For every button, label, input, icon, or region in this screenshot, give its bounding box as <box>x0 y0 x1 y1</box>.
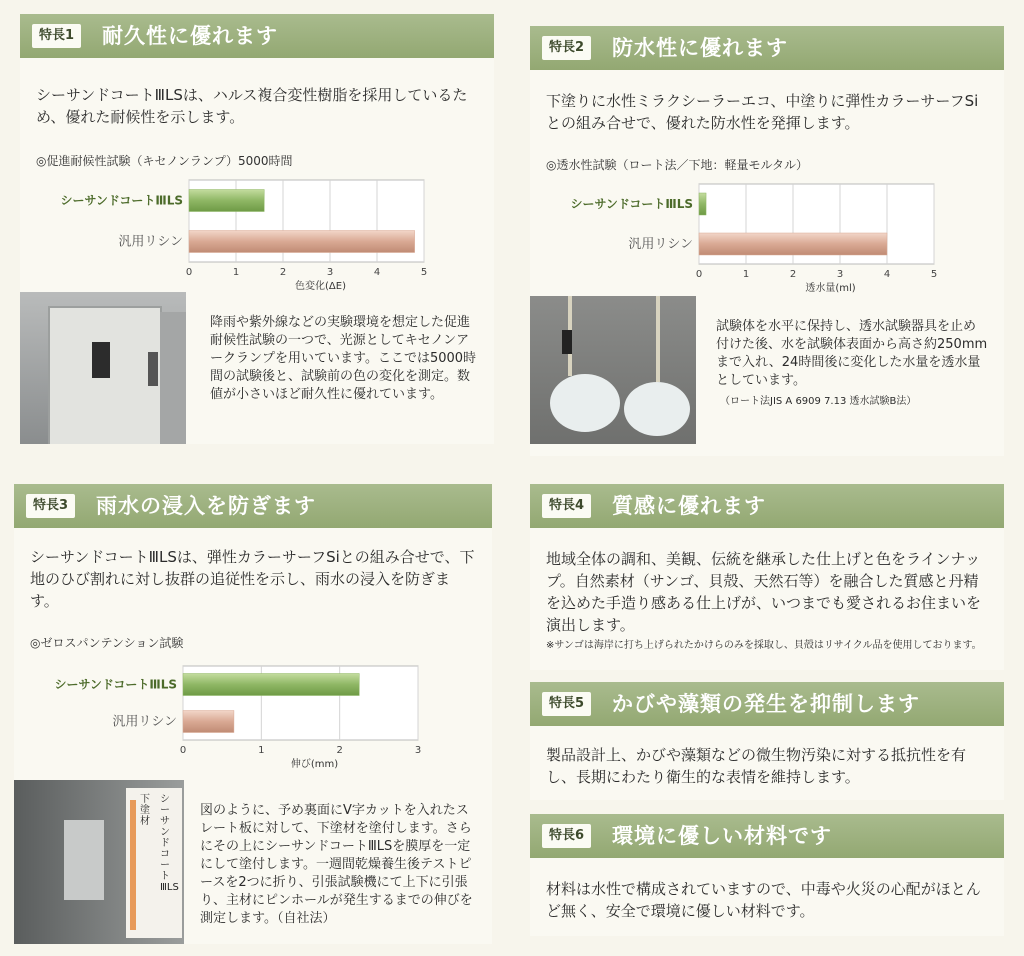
tension-test-photo <box>14 780 184 944</box>
feature-1-header <box>20 14 494 58</box>
feature-4-note: ※サンゴは海岸に打ち上げられたかけらのみを採取し、貝殻はリサイクル品を使用しております。 <box>546 640 982 651</box>
feature-3-header <box>14 484 492 528</box>
tick-label: 0 <box>179 745 187 756</box>
tick-label: 3 <box>836 269 844 280</box>
tick-label: 3 <box>326 267 334 278</box>
feature-3-title: 雨水の浸入を防ぎます <box>96 493 316 518</box>
axis-label: 伸び(mm) <box>290 759 339 770</box>
bar <box>189 231 415 253</box>
feature-4-title: 質感に優れます <box>612 493 766 518</box>
tick-label: 4 <box>373 267 381 278</box>
photo-label-primer: 下塗材 <box>140 794 150 827</box>
feature-2-panel <box>530 26 1004 456</box>
tick-label: 0 <box>695 269 703 280</box>
bar <box>699 233 887 255</box>
feature-6-title: 環境に優しい材料です <box>612 823 832 848</box>
tick-label: 1 <box>258 745 265 756</box>
feature-6-tag: 特長6 <box>542 824 591 848</box>
tick-label: 2 <box>789 269 797 280</box>
feature-1-description: 降雨や紫外線などの実験環境を想定した促進耐候性試験の一つで、光源としてキセノンアークランプを用いています。ここでは5000時間の試験後と、試験前の色の変化を測定。数値が小さいほど耐久性に優れています。 <box>210 315 477 402</box>
feature-2-standard-note: （ロート法JIS A 6909 7.13 透水試験B法） <box>720 396 917 407</box>
feature-2-text: 下塗りに水性ミラクシーラーエコ、中塗りに弾性カラーサーフSiとの組み合せで、優れた防水性を発揮します。 <box>546 92 979 132</box>
tick-label: 1 <box>232 267 240 278</box>
bar <box>189 190 264 212</box>
feature-4-text: 地域全体の調和、美観、伝統を継承した仕上げと色をラインナップ。自然素材（サンゴ、貝殻、天然石等）を融合した質感と丹精を込めた手造り感ある仕上げが、いつまでも愛されるお住まいを演出します。 <box>546 550 982 634</box>
tick-label: 2 <box>336 745 343 756</box>
category-label: 汎用リシン <box>118 234 183 250</box>
tick-label: 5 <box>930 269 938 280</box>
feature-6-panel <box>530 814 1004 936</box>
feature-1-test-name: ◎促進耐候性試験（キセノンランプ）5000時間 <box>36 154 293 168</box>
feature-3-description: 図のように、予め裏面にV字カットを入れたスレート板に対して、下塗材を塗付します。さらにその上にシーサンドコートⅢLSを膜厚を一定にして塗付します。一週間乾燥養生後テストピースを2つに折り、引張試験機にて上下に引張り、主材にピンホールが発生するまでの伸びを測定します。（自社法） <box>200 803 473 926</box>
feature-6-header <box>530 814 1004 858</box>
tick-label: 0 <box>185 267 193 278</box>
feature-5-header <box>530 682 1004 726</box>
feature-2-header <box>530 26 1004 70</box>
feature-1-panel <box>20 14 494 444</box>
feature-5-text: 製品設計上、かびや藻類などの微生物汚染に対する抵抗性を有し、長期にわたり衛生的な表情を維持します。 <box>546 746 967 786</box>
category-label: 汎用リシン <box>628 237 693 252</box>
tick-label: 4 <box>883 269 891 280</box>
feature-3-panel <box>14 484 492 944</box>
feature-1-text: シーサンドコートⅢLSは、ハルス複合変性樹脂を採用しているため、優れた耐候性を示します。 <box>36 86 468 126</box>
durability-chart <box>24 174 494 298</box>
category-label: シーサンドコートⅢLS <box>570 197 693 211</box>
axis-label: 色変化(ΔE) <box>295 281 346 292</box>
feature-1-tag: 特長1 <box>32 24 81 48</box>
feature-4-panel <box>530 484 1004 670</box>
tick-label: 2 <box>279 267 287 278</box>
feature-3-tag: 特長3 <box>26 494 75 518</box>
category-label: 汎用リシン <box>112 714 177 730</box>
feature-3-text: シーサンドコートⅢLSは、弾性カラーサーフSiとの組み合せで、下地のひび割れに対し抜群の追従性を示し、雨水の浸入を防ぎます。 <box>30 548 475 610</box>
photo-label-coat: シーサンドコートⅢLS <box>160 794 179 893</box>
tick-label: 1 <box>742 269 750 280</box>
feature-3-test-name: ◎ゼロスパンテンション試験 <box>30 636 184 650</box>
feature-2-description: 試験体を水平に保持し、透水試験器具を止め付けた後、水を試験体表面から高さ約250mmまで入れ、24時間後に変化した水量を透水量としています。 <box>716 319 988 388</box>
water-permeability-chart <box>534 178 1004 300</box>
feature-2-test-name: ◎透水性試験（ロート法／下地：軽量モルタル） <box>546 158 808 172</box>
feature-2-title: 防水性に優れます <box>612 35 788 60</box>
feature-1-title: 耐久性に優れます <box>102 23 278 48</box>
feature-4-header <box>530 484 1004 528</box>
elongation-chart <box>18 660 488 776</box>
feature-4-tag: 特長4 <box>542 494 591 518</box>
feature-5-title: かびや藻類の発生を抑制します <box>612 691 920 716</box>
feature-5-tag: 特長5 <box>542 692 591 716</box>
feature-2-tag: 特長2 <box>542 36 591 60</box>
feature-5-panel <box>530 682 1004 800</box>
bar <box>699 193 706 215</box>
bar <box>183 711 234 733</box>
category-label: シーサンドコートⅢLS <box>54 677 177 692</box>
feature-6-text: 材料は水性で構成されていますので、中毒や火災の心配がほとんど無く、安全で環境に優しい材料です。 <box>546 880 981 920</box>
permeability-test-photo <box>530 296 696 444</box>
tick-label: 5 <box>420 267 428 278</box>
test-chamber-photo <box>20 292 186 444</box>
bar <box>183 674 359 696</box>
tick-label: 3 <box>414 745 422 756</box>
category-label: シーサンドコートⅢLS <box>60 193 183 208</box>
axis-label: 透水量(ml) <box>805 283 856 294</box>
